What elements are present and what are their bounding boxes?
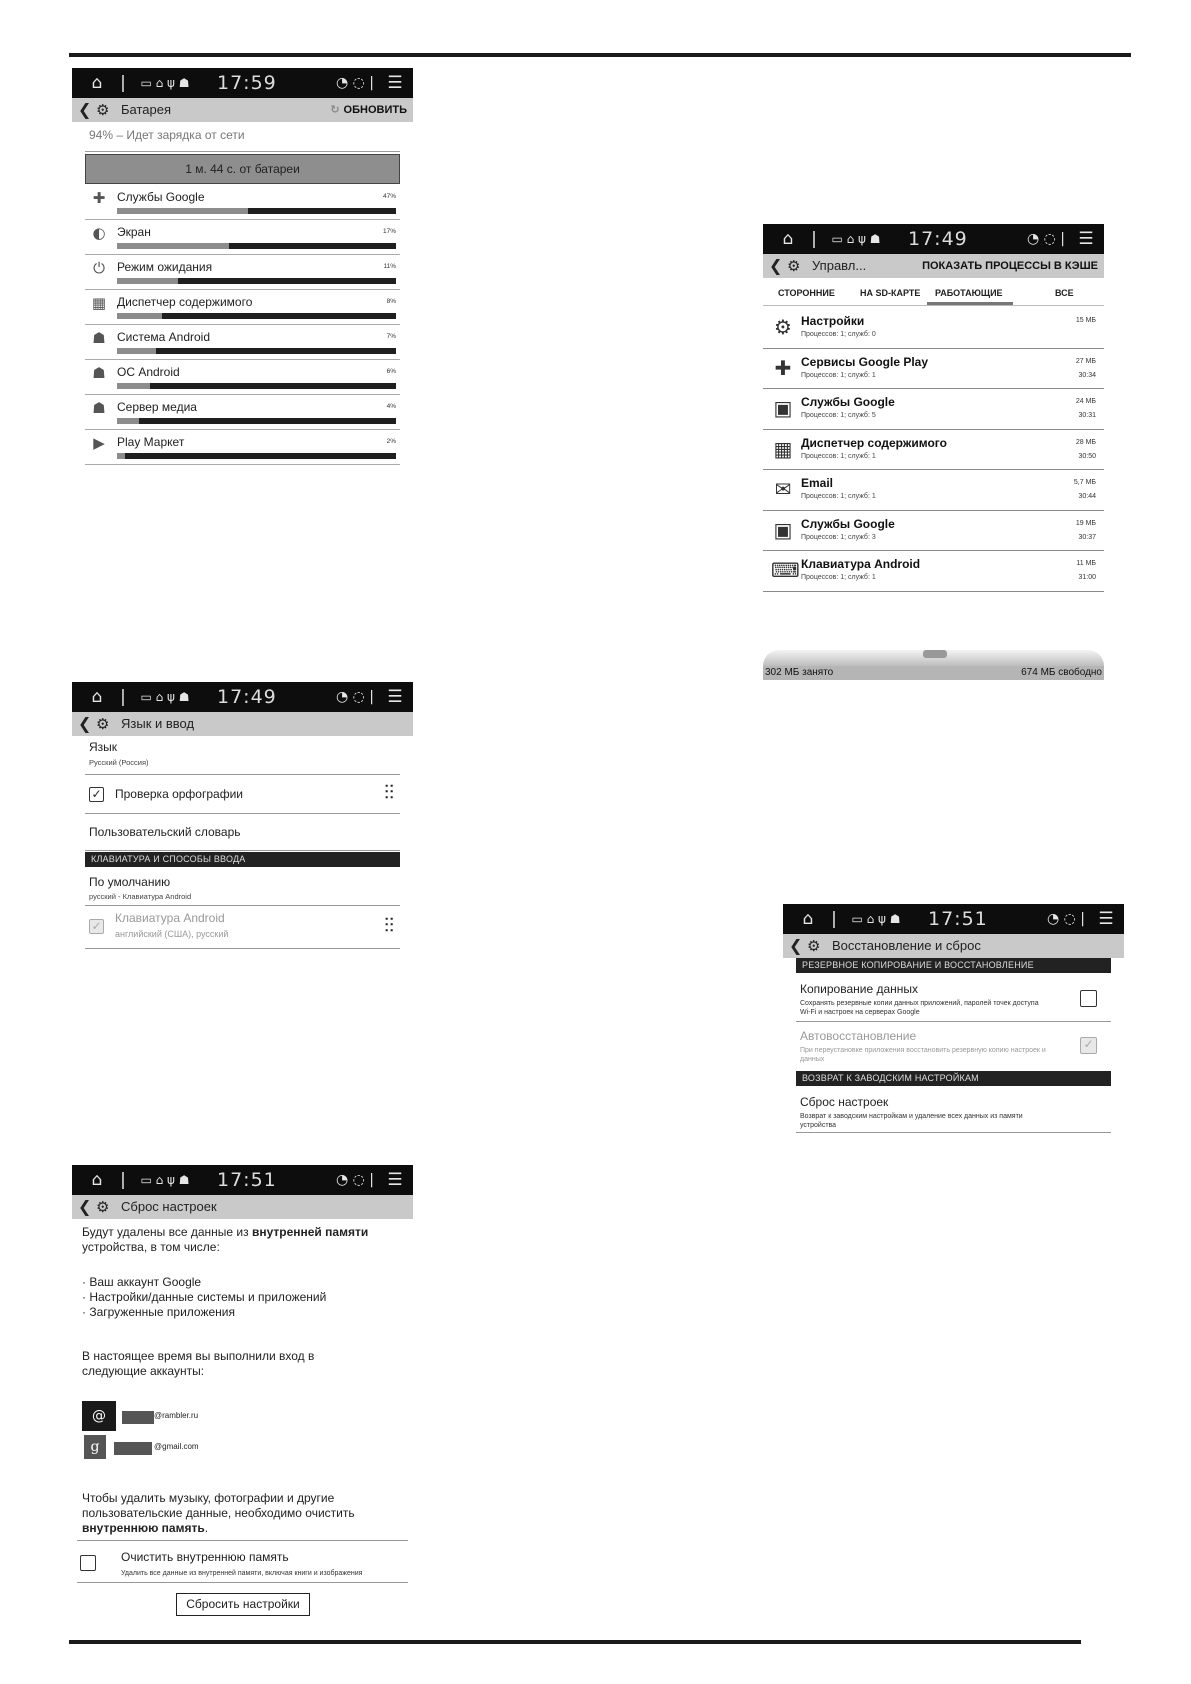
home-icon[interactable]: ⌂ [91, 1170, 103, 1190]
back-icon[interactable]: ❮ [78, 714, 92, 733]
status-bar [783, 904, 1124, 934]
process-services: Процессов: 1; служб: 1 [801, 452, 876, 460]
keyboard-icon: ⌨ [771, 558, 800, 582]
show-cached-button[interactable]: ПОКАЗАТЬ ПРОЦЕССЫ В КЭШЕ [922, 260, 1098, 272]
menu-icon[interactable]: ☰ [387, 687, 403, 707]
backup-data-desc: Сохранять резервные копии данных приложений, паролей точек доступа Wi-Fi и настроек на серверах Google [800, 1000, 1039, 1016]
usage-bar [117, 278, 396, 284]
app-tabs [763, 280, 1104, 306]
app-name: Режим ожидания [117, 260, 213, 274]
notification-icons: ▭ ⌂ ψ ☗ [831, 232, 881, 246]
ram-used: 302 МБ занято [765, 667, 834, 678]
bottom-rule [69, 1640, 1081, 1644]
battery-usage-item[interactable] [85, 220, 400, 255]
back-icon[interactable]: ❮ [78, 1197, 92, 1216]
google-plus-icon: g [84, 1435, 106, 1459]
default-keyboard-item[interactable] [85, 868, 400, 906]
system-icons: ◔ ◌ | [1026, 231, 1066, 247]
process-item[interactable] [763, 389, 1104, 430]
language-item[interactable] [85, 737, 400, 775]
process-services: Процессов: 1; служб: 1 [801, 371, 876, 379]
accounts-text: В настоящее время вы выполнили вход в следующие аккаунты: [82, 1349, 315, 1378]
home-icon[interactable]: ⌂ [91, 687, 103, 707]
backup-data-item[interactable] [796, 974, 1111, 1022]
usage-percent: 2% [386, 438, 396, 445]
android-keyboard-langs: английский (США), русский [115, 929, 229, 939]
action-bar [763, 254, 1104, 278]
usage-bar-fill [117, 453, 125, 459]
process-services: Процессов: 1; служб: 5 [801, 412, 876, 419]
usage-bar-fill [117, 383, 150, 389]
process-item[interactable] [763, 551, 1104, 592]
redacted-block [122, 1411, 154, 1424]
process-name: Настройки [801, 314, 865, 328]
app-name: ОС Android [117, 365, 180, 379]
ram-free: 674 МБ свободно [1021, 667, 1102, 678]
process-services: Процессов: 1; служб: 3 [801, 533, 876, 541]
app-name: Диспетчер содержимого [117, 295, 253, 309]
settings-icon: ⚙ [787, 257, 801, 275]
settings-icon: ⚙ [96, 101, 110, 119]
app-name: Play Маркет [117, 435, 185, 449]
divider [85, 151, 400, 152]
app-name: Сервер медиа [117, 400, 197, 414]
process-item[interactable] [763, 349, 1104, 390]
status-bar [72, 682, 413, 712]
default-keyboard-value: русский - Клавиатура Android [89, 892, 192, 901]
usage-bar [117, 208, 396, 214]
usage-bar [117, 243, 396, 249]
erase-label: Очистить внутреннюю память [121, 1550, 289, 1564]
factory-reset-item[interactable] [796, 1087, 1111, 1133]
intro-emphasis: внутренней памяти [251, 1225, 369, 1239]
notification-icons: ▭ ⌂ ψ ☗ [140, 1173, 190, 1187]
grid-icon: ▦ [773, 436, 793, 461]
page-title: Восстановление и сброс [832, 938, 981, 953]
status-separator: | [831, 909, 837, 929]
back-icon[interactable]: ❮ [789, 936, 803, 955]
android-keyboard-label: Клавиатура Android [115, 911, 225, 925]
usage-bar [117, 313, 396, 319]
menu-icon[interactable]: ☰ [387, 1170, 403, 1190]
reset-button[interactable]: Сбросить настройки [176, 1593, 310, 1616]
default-keyboard-label: По умолчанию [89, 875, 171, 889]
usage-bar-fill [117, 278, 178, 284]
tab-third-party[interactable]: СТОРОННИЕ [778, 288, 835, 298]
puzzle-icon: ✚ [92, 189, 106, 207]
process-list [763, 308, 1104, 592]
home-icon[interactable]: ⌂ [802, 909, 814, 929]
factory-reset-desc: Возврат к заводским настройкам и удаление всех данных из памяти устройства [800, 1113, 1023, 1129]
redacted-block [114, 1442, 152, 1455]
process-name: Сервисы Google Play [801, 354, 929, 369]
process-name: Службы Google [801, 516, 895, 531]
battery-graph[interactable] [85, 154, 400, 184]
status-clock: 17:59 [217, 72, 277, 94]
process-item[interactable] [763, 308, 1104, 349]
system-icons: ◔ ◌ | [335, 1172, 375, 1188]
status-bar [72, 68, 413, 98]
reset-intro [82, 1225, 407, 1255]
sliders-icon[interactable]: ⫶⫶ [384, 780, 394, 804]
status-clock: 17:49 [217, 686, 277, 708]
battery-usage-item[interactable] [85, 325, 400, 360]
usage-percent: 47% [382, 193, 396, 200]
status-bar [72, 1165, 413, 1195]
process-name: Клавиатура Android [801, 557, 921, 571]
tab-sd-card[interactable]: НА SD-КАРТЕ [860, 288, 921, 298]
battery-status: 94% – Идет зарядка от сети [89, 128, 245, 142]
usage-bar-fill [117, 243, 229, 249]
usage-bar-fill [117, 348, 156, 354]
settings-icon: ⚙ [807, 937, 821, 955]
spell-check-checkbox[interactable]: ✓ [89, 787, 104, 802]
home-icon[interactable]: ⌂ [782, 229, 794, 249]
reset-list [82, 1275, 326, 1320]
usage-bar [117, 348, 396, 354]
bottom-text [82, 1491, 402, 1536]
page-title: Сброс настроек [121, 1199, 217, 1214]
sliders-icon[interactable]: ⫶⫶ [384, 913, 394, 937]
section-header: РЕЗЕРВНОЕ КОПИРОВАНИЕ И ВОССТАНОВЛЕНИЕ [796, 958, 1111, 973]
bottom-text-end: . [204, 1521, 209, 1535]
brightness-icon: ◐ [92, 224, 106, 242]
status-clock: 17:51 [928, 908, 988, 930]
bottom-text-body: Чтобы удалить музыку, фотографии и другие пользовательские данные, необходимо очистить [82, 1491, 355, 1520]
google-services-icon: ▣ [773, 396, 793, 420]
usage-bar-fill [117, 208, 248, 214]
process-item[interactable] [763, 470, 1104, 511]
process-memory: 28 МБ [1075, 438, 1096, 446]
bottom-text-emphasis: внутреннюю память [82, 1521, 205, 1535]
process-name: Email [801, 476, 834, 490]
status-separator: | [120, 687, 126, 707]
process-item[interactable] [763, 511, 1104, 552]
user-dictionary-label: Пользовательский словарь [89, 825, 241, 839]
android-icon: ☗ [92, 399, 106, 417]
refresh-button[interactable]: ↻ ОБНОВИТЬ [330, 104, 407, 116]
top-rule [69, 53, 1131, 57]
tab-all[interactable]: ВСЕ [1055, 288, 1074, 298]
page-title: Язык и ввод [121, 716, 195, 731]
usage-percent: 8% [386, 298, 396, 305]
status-bar [763, 224, 1104, 254]
process-time: 31:00 [1078, 574, 1096, 581]
usage-bar-fill [117, 313, 162, 319]
account-email: @rambler.ru [154, 1411, 199, 1420]
status-clock: 17:51 [217, 1169, 277, 1191]
auto-restore-desc: При переустановке приложения восстановить резервную копию настроек и данных [800, 1047, 1046, 1063]
process-time: 30:50 [1078, 452, 1096, 460]
process-item[interactable] [763, 430, 1104, 471]
tab-running[interactable]: РАБОТАЮЩИЕ [935, 288, 1003, 298]
account-rambler [82, 1401, 382, 1431]
language-label: Язык [89, 740, 118, 754]
backup-reset-screenshot [783, 904, 1124, 1136]
language-input-screenshot [72, 682, 413, 952]
auto-restore-item[interactable] [796, 1023, 1111, 1069]
ram-meter [763, 650, 1104, 666]
spell-check-item[interactable] [85, 776, 400, 814]
process-time: 30:37 [1078, 533, 1096, 541]
android-keyboard-item[interactable] [85, 907, 400, 949]
erase-checkbox[interactable] [80, 1555, 96, 1571]
menu-icon[interactable]: ☰ [1098, 909, 1114, 929]
process-memory: 27 МБ [1075, 357, 1096, 365]
system-icons: ◔ ◌ | [335, 689, 375, 705]
battery-usage-item[interactable] [85, 395, 400, 430]
process-memory: 5,7 МБ [1073, 479, 1096, 486]
page-title: Управл... [812, 258, 867, 273]
process-memory: 24 МБ [1075, 398, 1096, 405]
running-processes-screenshot [763, 224, 1104, 681]
home-icon[interactable]: ⌂ [91, 73, 103, 93]
status-separator: | [120, 73, 126, 93]
battery-usage-item[interactable] [85, 255, 400, 290]
status-separator: | [120, 1170, 126, 1190]
language-value: Русский (Россия) [89, 758, 149, 767]
intro-text-2: устройства, в том числе: [82, 1240, 220, 1254]
spell-check-label: Проверка орфографии [115, 787, 243, 801]
battery-usage-item[interactable] [85, 290, 400, 325]
usage-bar [117, 418, 396, 424]
battery-usage-item[interactable] [85, 360, 400, 395]
usage-percent: 11% [383, 263, 396, 270]
action-bar [72, 1195, 413, 1219]
status-separator: | [811, 229, 817, 249]
backup-data-checkbox[interactable] [1080, 990, 1097, 1007]
process-name: Службы Google [801, 395, 895, 409]
email-icon: ✉ [774, 477, 792, 501]
process-services: Процессов: 1; служб: 1 [801, 574, 876, 581]
action-bar [783, 934, 1124, 958]
erase-internal-item[interactable] [77, 1540, 408, 1583]
usage-percent: 6% [386, 368, 396, 375]
factory-reset-title: Сброс настроек [800, 1095, 889, 1109]
factory-reset-screenshot [72, 1165, 413, 1625]
notification-icons: ▭ ⌂ ψ ☗ [140, 690, 190, 704]
notification-icons: ▭ ⌂ ψ ☗ [851, 912, 901, 926]
usage-bar [117, 383, 396, 389]
back-icon[interactable]: ❮ [769, 256, 783, 275]
user-dictionary-item[interactable] [85, 815, 400, 851]
process-memory: 19 МБ [1075, 519, 1096, 527]
process-name: Диспетчер содержимого [801, 435, 947, 450]
battery-screenshot [72, 68, 413, 498]
action-bar [72, 98, 413, 122]
account-gmail [82, 1435, 382, 1461]
battery-usage-list [85, 185, 400, 465]
list-item: · Ваш аккаунт Google [82, 1275, 202, 1289]
process-memory: 15 МБ [1075, 317, 1096, 324]
battery-usage-item[interactable] [85, 185, 400, 220]
android-icon: ☗ [92, 364, 106, 382]
system-icons: ◔ ◌ | [335, 75, 375, 91]
refresh-icon: ↻ [330, 104, 340, 116]
intro-text: Будут удалены все данные из [82, 1225, 252, 1239]
process-time: 30:34 [1078, 371, 1096, 379]
status-clock: 17:49 [908, 228, 968, 250]
usage-percent: 4% [386, 403, 396, 410]
usage-bar-fill [117, 418, 139, 424]
process-time: 30:44 [1078, 493, 1096, 500]
settings-icon: ⚙ [96, 715, 110, 733]
menu-icon[interactable]: ☰ [1078, 229, 1094, 249]
time-on-battery: 1 м. 44 с. от батареи [185, 162, 300, 176]
menu-icon[interactable]: ☰ [387, 73, 403, 93]
section-header: ВОЗВРАТ К ЗАВОДСКИМ НАСТРОЙКАМ [796, 1071, 1111, 1086]
auto-restore-title: Автовосстановление [800, 1029, 917, 1043]
ram-grip [923, 650, 947, 658]
list-item: · Настройки/данные системы и приложений [82, 1290, 327, 1304]
back-icon[interactable]: ❮ [78, 100, 92, 119]
erase-sublabel: Удалить все данные из внутренней памяти, включая книги и изображения [121, 1570, 363, 1577]
process-services: Процессов: 1; служб: 0 [801, 331, 876, 338]
section-header: КЛАВИАТУРА И СПОСОБЫ ВВОДА [85, 852, 400, 867]
settings-icon: ⚙ [96, 1198, 110, 1216]
app-name: Система Android [117, 330, 211, 344]
app-name: Экран [117, 225, 151, 239]
android-keyboard-checkbox: ✓ [89, 919, 104, 934]
account-email: @gmail.com [154, 1442, 199, 1451]
google-services-icon: ▣ [773, 517, 793, 542]
app-name: Службы Google [117, 190, 205, 204]
system-icons: ◔ ◌ | [1046, 911, 1086, 927]
ram-bar [763, 666, 1104, 680]
page-title: Батарея [121, 102, 172, 117]
process-time: 30:31 [1078, 412, 1096, 419]
process-services: Процессов: 1; служб: 1 [801, 493, 876, 500]
android-icon: ☗ [92, 329, 106, 347]
grid-icon: ▦ [91, 294, 107, 312]
settings-icon: ⚙ [774, 315, 792, 339]
tab-active-indicator [927, 302, 1013, 305]
battery-usage-item[interactable] [85, 430, 400, 465]
action-bar [72, 712, 413, 736]
puzzle-icon: ✚ [774, 355, 792, 380]
notification-icons: ▭ ⌂ ψ ☗ [140, 76, 190, 90]
usage-percent: 7% [386, 333, 396, 340]
power-icon: ⏻ [93, 259, 105, 277]
backup-data-title: Копирование данных [800, 982, 919, 996]
email-icon: @ [82, 1401, 116, 1431]
play-store-icon: ▶ [93, 434, 105, 452]
process-memory: 11 МБ [1076, 560, 1096, 567]
usage-percent: 17% [382, 228, 396, 235]
usage-bar [117, 453, 396, 459]
list-item: · Загруженные приложения [82, 1305, 235, 1319]
auto-restore-checkbox: ✓ [1080, 1037, 1097, 1054]
